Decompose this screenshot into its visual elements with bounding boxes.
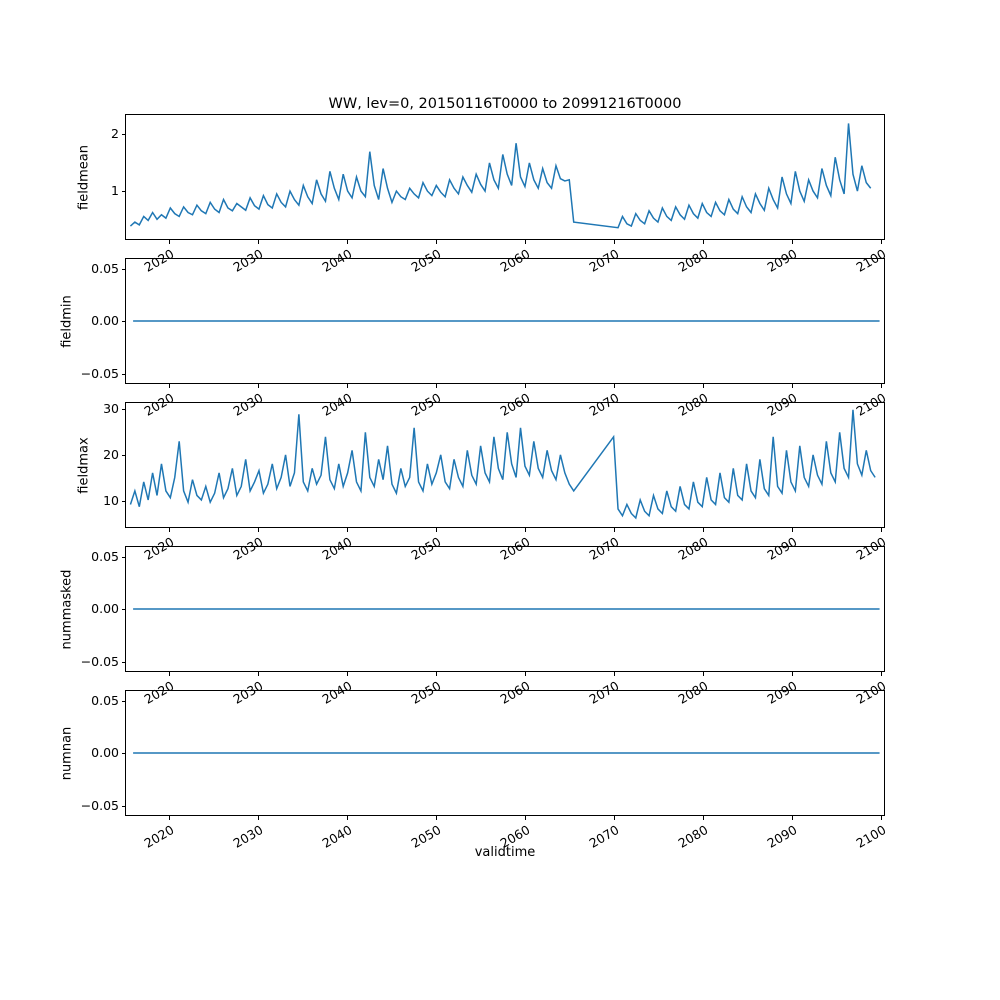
x-tick-mark — [881, 816, 882, 820]
x-tick-label: 2100 — [852, 390, 889, 419]
x-tick-mark — [614, 240, 615, 244]
y-tick-label: 0.00 — [91, 601, 119, 616]
x-tick-mark — [347, 384, 348, 388]
y-tick-mark — [122, 321, 126, 322]
x-tick-label: 2060 — [497, 390, 533, 419]
y-tick-label: −0.05 — [80, 365, 119, 381]
x-tick-mark — [525, 816, 526, 820]
x-tick-label: 2040 — [319, 390, 355, 419]
y-tick-mark — [122, 662, 126, 663]
x-tick-mark — [614, 816, 615, 820]
x-tick-label: 2090 — [764, 246, 800, 275]
y-tick-label: 30 — [103, 400, 119, 416]
x-tick-mark — [525, 528, 526, 532]
x-tick-label: 2080 — [675, 678, 711, 707]
plot-area-numnan — [126, 691, 884, 815]
x-tick-mark — [258, 240, 259, 244]
x-tick-label: 2020 — [141, 678, 177, 707]
x-tick-label: 2030 — [230, 534, 266, 563]
x-tick-mark — [792, 528, 793, 532]
y-tick-mark — [122, 269, 126, 270]
x-tick-label: 2020 — [141, 390, 177, 419]
x-tick-label: 2090 — [764, 822, 800, 851]
x-tick-label: 2090 — [764, 390, 800, 419]
x-tick-label: 2060 — [497, 246, 533, 275]
x-tick-mark — [614, 672, 615, 676]
x-tick-label: 2100 — [852, 822, 889, 851]
x-tick-label: 2070 — [586, 534, 622, 563]
x-tick-label: 2050 — [408, 390, 444, 419]
x-tick-label: 2020 — [141, 822, 177, 851]
plot-area-fieldmax — [126, 403, 884, 527]
panel-fieldmax — [125, 402, 885, 528]
x-tick-label: 2090 — [764, 534, 800, 563]
x-tick-label: 2080 — [675, 534, 711, 563]
y-tick-mark — [122, 409, 126, 410]
ylabel-fieldmean: fieldmean — [76, 145, 92, 210]
y-tick-mark — [122, 374, 126, 375]
y-tick-mark — [122, 501, 126, 502]
x-tick-mark — [258, 816, 259, 820]
y-tick-mark — [122, 701, 126, 702]
x-tick-mark — [436, 672, 437, 676]
y-tick-label: 10 — [103, 492, 119, 508]
x-tick-mark — [258, 384, 259, 388]
y-tick-mark — [122, 557, 126, 558]
x-tick-label: 2070 — [586, 678, 622, 707]
x-tick-mark — [703, 816, 704, 820]
x-tick-mark — [525, 384, 526, 388]
x-tick-mark — [792, 816, 793, 820]
data-line — [130, 410, 875, 518]
x-tick-mark — [169, 384, 170, 388]
x-tick-mark — [347, 240, 348, 244]
x-tick-mark — [436, 384, 437, 388]
panel-fieldmean — [125, 114, 885, 240]
x-tick-label: 2080 — [675, 390, 711, 419]
x-tick-label: 2020 — [141, 534, 177, 563]
ylabel-numnan: numnan — [59, 726, 75, 781]
x-tick-mark — [881, 528, 882, 532]
y-tick-mark — [122, 806, 126, 807]
xlabel-validtime: validtime — [474, 845, 536, 860]
plot-area-fieldmin — [126, 259, 884, 383]
x-tick-label: 2070 — [586, 822, 622, 851]
x-tick-mark — [703, 672, 704, 676]
panel-numnan — [125, 690, 885, 816]
x-tick-label: 2100 — [852, 534, 889, 563]
ylabel-fieldmax: fieldmax — [76, 437, 92, 494]
x-tick-label: 2060 — [497, 822, 533, 851]
x-tick-label: 2050 — [408, 678, 444, 707]
y-tick-mark — [122, 609, 126, 610]
x-tick-label: 2030 — [230, 678, 266, 707]
x-tick-label: 2050 — [408, 822, 444, 851]
x-tick-mark — [525, 240, 526, 244]
y-tick-label: −0.05 — [80, 653, 119, 669]
y-tick-label: 20 — [103, 446, 119, 462]
x-tick-mark — [169, 528, 170, 532]
x-tick-mark — [347, 672, 348, 676]
y-tick-mark — [122, 455, 126, 456]
y-tick-label: 0.05 — [91, 260, 119, 276]
x-tick-label: 2020 — [141, 246, 177, 275]
x-tick-mark — [347, 528, 348, 532]
x-tick-mark — [792, 672, 793, 676]
x-tick-label: 2100 — [852, 246, 889, 275]
y-tick-label: 0.00 — [91, 745, 119, 760]
y-tick-label: 2 — [111, 126, 119, 142]
x-tick-mark — [258, 672, 259, 676]
y-tick-label: −0.05 — [80, 797, 119, 813]
x-tick-mark — [169, 672, 170, 676]
x-tick-mark — [169, 240, 170, 244]
x-tick-mark — [258, 528, 259, 532]
x-tick-label: 2040 — [319, 246, 355, 275]
x-tick-label: 2030 — [230, 822, 266, 851]
x-tick-label: 2050 — [408, 534, 444, 563]
x-tick-label: 2080 — [675, 246, 711, 275]
y-tick-mark — [122, 753, 126, 754]
x-tick-mark — [881, 672, 882, 676]
x-tick-mark — [881, 240, 882, 244]
x-tick-mark — [436, 528, 437, 532]
y-tick-label: 0.00 — [91, 313, 119, 328]
x-tick-mark — [703, 528, 704, 532]
x-tick-mark — [614, 528, 615, 532]
ylabel-nummasked: nummasked — [59, 569, 75, 650]
figure-title: WW, lev=0, 20150116T0000 to 20991216T0000 — [328, 96, 682, 112]
plot-area-nummasked — [126, 547, 884, 671]
x-tick-mark — [703, 240, 704, 244]
y-tick-label: 0.05 — [91, 548, 119, 564]
x-tick-mark — [436, 240, 437, 244]
y-tick-mark — [122, 191, 126, 192]
x-tick-mark — [169, 816, 170, 820]
x-tick-mark — [436, 816, 437, 820]
x-tick-label: 2080 — [675, 822, 711, 851]
x-tick-mark — [347, 816, 348, 820]
x-tick-label: 2070 — [586, 246, 622, 275]
y-tick-label: 0.05 — [91, 692, 119, 708]
panel-nummasked — [125, 546, 885, 672]
x-tick-label: 2060 — [497, 534, 533, 563]
ylabel-fieldmin: fieldmin — [59, 295, 75, 348]
x-tick-label: 2050 — [408, 246, 444, 275]
x-tick-label: 2040 — [319, 822, 355, 851]
x-tick-mark — [525, 672, 526, 676]
x-tick-mark — [703, 384, 704, 388]
x-tick-label: 2070 — [586, 390, 622, 419]
x-tick-mark — [614, 384, 615, 388]
x-tick-label: 2030 — [230, 390, 266, 419]
x-tick-label: 2100 — [852, 678, 889, 707]
x-tick-mark — [881, 384, 882, 388]
y-tick-label: 1 — [111, 183, 119, 199]
panel-fieldmin — [125, 258, 885, 384]
x-tick-mark — [792, 384, 793, 388]
data-line — [130, 123, 870, 227]
x-tick-label: 2090 — [764, 678, 800, 707]
x-tick-label: 2030 — [230, 246, 266, 275]
plot-area-fieldmean — [126, 115, 884, 239]
x-tick-mark — [792, 240, 793, 244]
x-tick-label: 2060 — [497, 678, 533, 707]
x-tick-label: 2040 — [319, 678, 355, 707]
x-tick-label: 2040 — [319, 534, 355, 563]
y-tick-mark — [122, 134, 126, 135]
